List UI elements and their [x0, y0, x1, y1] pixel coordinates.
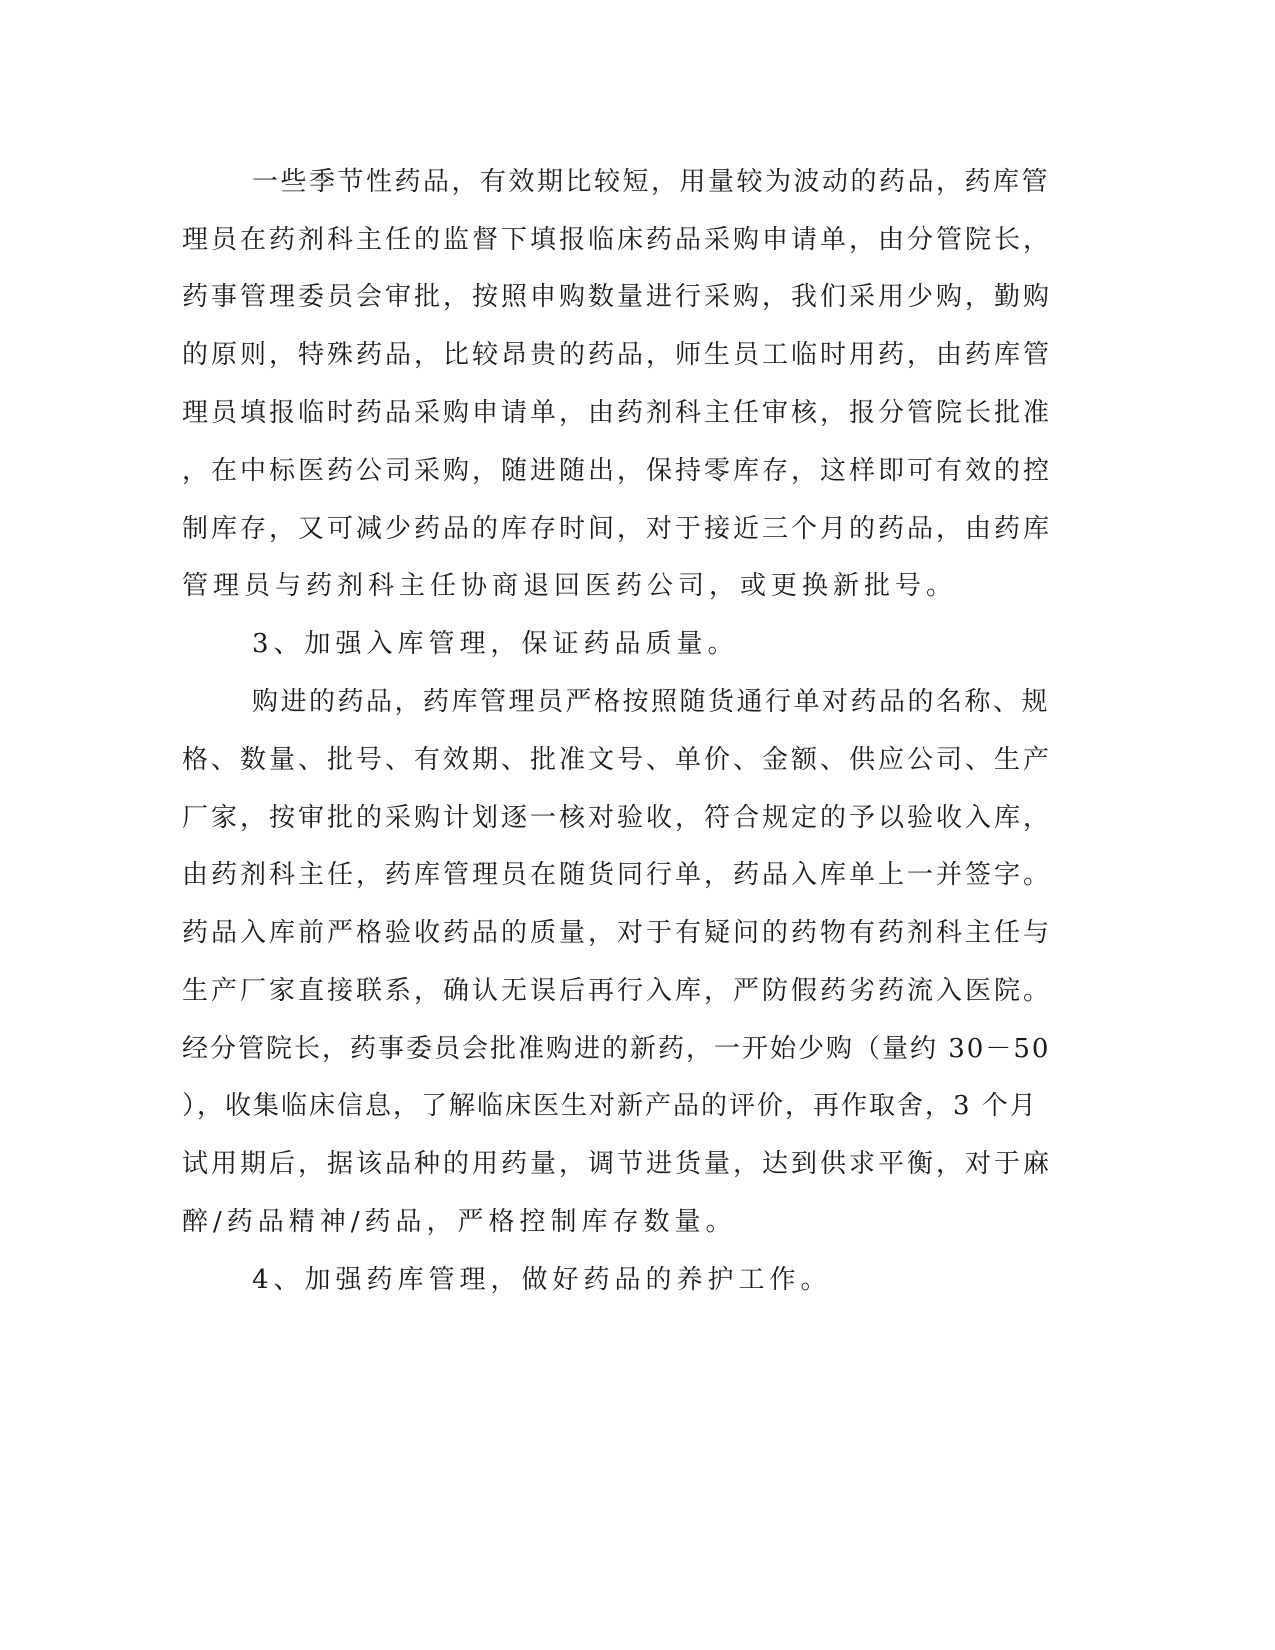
section-heading: 4、加强药库管理，做好药品的养护工作。	[252, 1265, 832, 1295]
paragraph-line: 理员填报临时药品采购申请单，由药剂科主任审核，报分管院长批准	[182, 398, 1053, 428]
paragraph-line: 经分管院长，药事委员会批准购进的新药，一开始少购（量约 30－50	[182, 1034, 1051, 1064]
paragraph-line: 生产厂家直接联系，确认无误后再行入库，严防假药劣药流入医院。	[182, 976, 1053, 1006]
paragraph-line: 药品入库前严格验收药品的质量，对于有疑问的药物有药剂科主任与	[182, 918, 1053, 948]
section-heading: 3、加强入库管理，保证药品质量。	[252, 629, 739, 659]
paragraph-line: 理员在药剂科主任的监督下填报临床药品采购申请单，由分管院长，	[182, 225, 1053, 255]
paragraph-line: 由药剂科主任，药库管理员在随货同行单，药品入库单上一并签字。	[182, 860, 1053, 890]
paragraph-line: 的原则，特殊药品，比较昂贵的药品，师生员工临时用药，由药库管	[182, 340, 1053, 370]
paragraph-line: 试用期后，据该品种的用药量，调节进货量，达到供求平衡，对于麻	[182, 1149, 1053, 1179]
paragraph-line: 格、数量、批号、有效期、批准文号、单价、金额、供应公司、生产	[182, 745, 1053, 775]
paragraph-line: 醉/药品精神/药品，严格控制库存数量。	[182, 1207, 737, 1237]
paragraph-line: 制库存，又可减少药品的库存时间，对于接近三个月的药品，由药库	[182, 514, 1053, 544]
paragraph-line: ），收集临床信息，了解临床医生对新产品的评价，再作取舍，3 个月	[182, 1091, 1038, 1121]
paragraph-line: 购进的药品，药库管理员严格按照随货通行单对药品的名称、规	[252, 687, 1051, 717]
paragraph-line: 药事管理委员会审批，按照申购数量进行采购，我们采用少购，勤购	[182, 282, 1053, 312]
paragraph-line: 厂家，按审批的采购计划逐一核对验收，符合规定的予以验收入库，	[182, 803, 1053, 833]
paragraph-line: 管理员与药剂科主任协商退回医药公司，或更换新批号。	[182, 571, 958, 601]
paragraph-line: ，在中标医药公司采购，随进随出，保持零库存，这样即可有效的控	[182, 456, 1053, 486]
paragraph-line: 一些季节性药品，有效期比较短，用量较为波动的药品，药库管	[252, 167, 1051, 197]
